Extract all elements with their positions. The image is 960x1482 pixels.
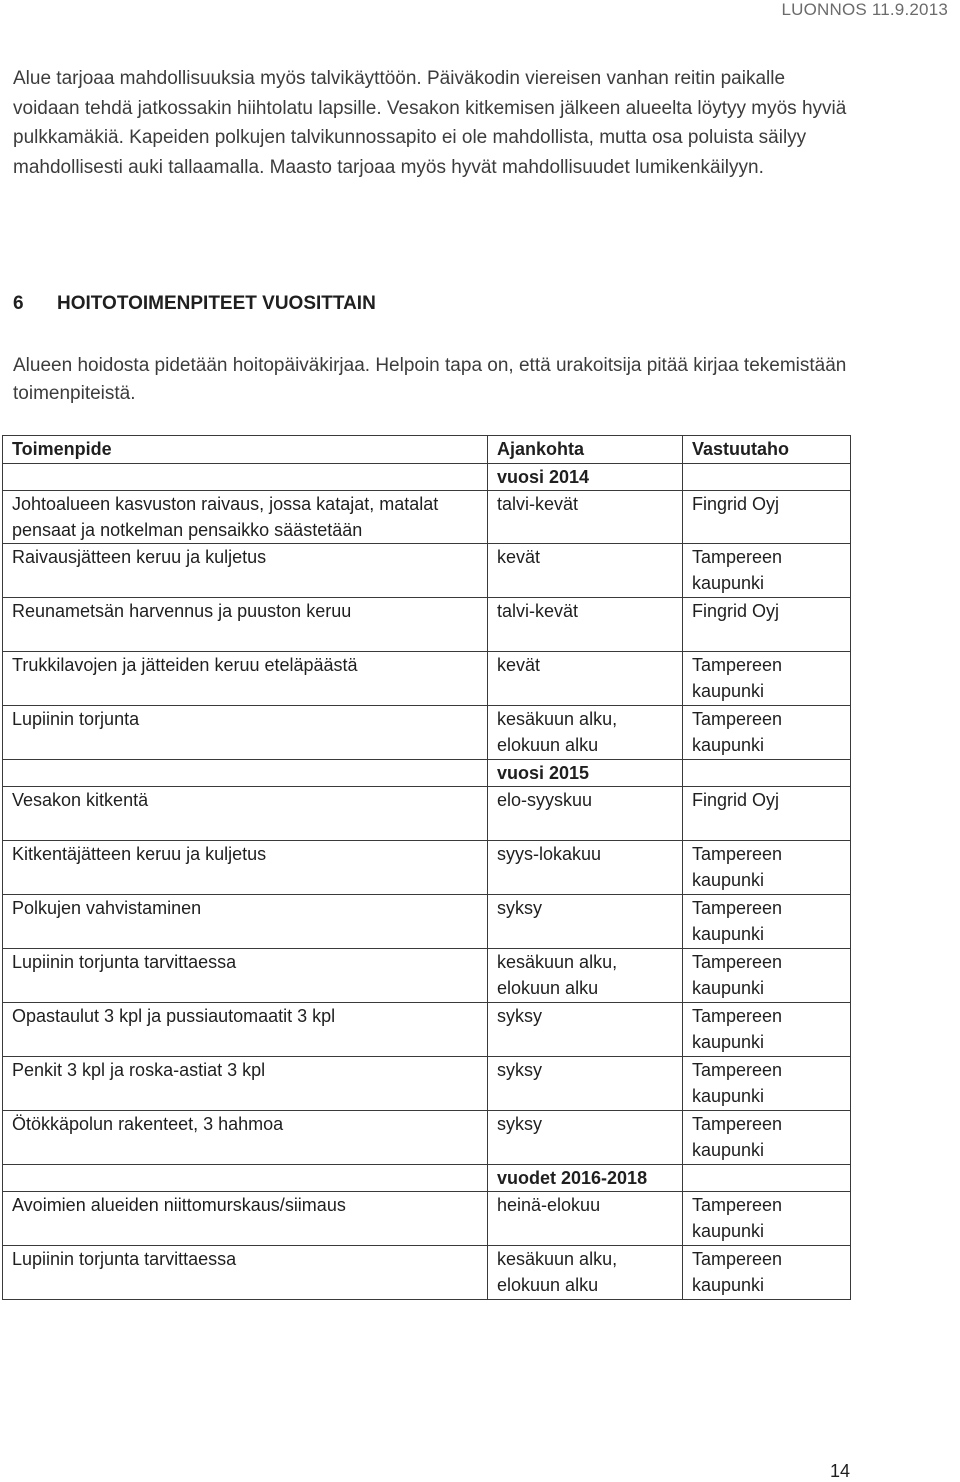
table-row (3, 949, 851, 1003)
cell-timing: talvi-kevät (488, 598, 683, 652)
cell-action: Raivausjätteen keruu ja kuljetus (3, 544, 488, 598)
cell-responsible: Tampereen kaupunki (683, 1003, 851, 1057)
table-row (3, 598, 851, 652)
table-row (3, 1057, 851, 1111)
table-row (3, 1111, 851, 1165)
section-number: 6 (13, 293, 24, 314)
cell-responsible: Tampereen kaupunki (683, 1192, 851, 1246)
cell-action: Lupiinin torjunta (3, 706, 488, 760)
table-row (3, 544, 851, 598)
cell-timing: kevät (488, 652, 683, 706)
maintenance-schedule-table (2, 435, 851, 1300)
intro-paragraph: Alue tarjoaa mahdollisuuksia myös talvikäyttöön. Päiväkodin viereisen vanhan reitin paikalle voidaan tehdä jatkossakin hiihtolatu lapsille. Vesakon kitkemisen jälkeen alueelta löytyy myös hyviä pulkkamäkiä. Kapeiden polkujen talvikunnossapito ei ole mahdollista, mutta osa poluista säilyy mahdollisesti auki tallaamalla. Maasto tarjoaa myös hyvät mahdollisuudet lumikenkäilyyn. (13, 68, 847, 178)
cell-action: Vesakon kitkentä (3, 787, 488, 841)
table-row (3, 1192, 851, 1246)
header-action: Toimenpide (3, 436, 488, 464)
cell-timing: syksy (488, 1111, 683, 1165)
cell-action: Trukkilavojen ja jätteiden keruu eteläpäästä (3, 652, 488, 706)
cell-responsible: Tampereen kaupunki (683, 706, 851, 760)
cell-timing: kesäkuun alku, elokuun alku (488, 706, 683, 760)
year-row-2014 (3, 464, 851, 491)
cell-timing: kesäkuun alku, elokuun alku (488, 949, 683, 1003)
cell-action: Lupiinin torjunta tarvittaessa (3, 1246, 488, 1300)
table-row (3, 706, 851, 760)
cell-timing: kevät (488, 544, 683, 598)
cell-responsible: Tampereen kaupunki (683, 895, 851, 949)
table-row (3, 1003, 851, 1057)
cell-responsible: Tampereen kaupunki (683, 1111, 851, 1165)
cell-timing: syksy (488, 895, 683, 949)
cell-action: Reunametsän harvennus ja puuston keruu (3, 598, 488, 652)
table-row (3, 895, 851, 949)
draft-date-mark: LUONNOS 11.9.2013 (781, 0, 948, 19)
cell-timing: kesäkuun alku, elokuun alku (488, 1246, 683, 1300)
section-title: HOITOTOIMENPITEET VUOSITTAIN (57, 293, 376, 314)
cell-action: Polkujen vahvistaminen (3, 895, 488, 949)
year-label: vuosi 2015 (488, 760, 683, 787)
table-row (3, 491, 851, 544)
cell-action: Lupiinin torjunta tarvittaessa (3, 949, 488, 1003)
cell-action: Opastaulut 3 kpl ja pussiautomaatit 3 kpl (3, 1003, 488, 1057)
table-row (3, 652, 851, 706)
cell-responsible: Tampereen kaupunki (683, 544, 851, 598)
cell-timing: syksy (488, 1003, 683, 1057)
cell-action: Kitkentäjätteen keruu ja kuljetus (3, 841, 488, 895)
cell-responsible: Tampereen kaupunki (683, 1057, 851, 1111)
cell-action: Avoimien alueiden niittomurskaus/siimaus (3, 1192, 488, 1246)
cell-timing: talvi-kevät (488, 491, 683, 544)
cell-timing: syksy (488, 1057, 683, 1111)
header-timing: Ajankohta (488, 436, 683, 464)
table-row (3, 841, 851, 895)
cell-responsible: Tampereen kaupunki (683, 949, 851, 1003)
year-label: vuosi 2014 (488, 464, 683, 491)
cell-responsible: Tampereen kaupunki (683, 1246, 851, 1300)
section-lead-paragraph: Alueen hoidosta pidetään hoitopäiväkirjaa. Helpoin tapa on, että urakoitsija pitää kirjaa tekemistään toimenpiteistä. (13, 355, 847, 404)
cell-action: Johtoalueen kasvuston raivaus, jossa katajat, matalat pensaat ja notkelman pensaikko säästetään (3, 491, 488, 544)
year-row-2015 (3, 760, 851, 787)
table-row (3, 787, 851, 841)
cell-timing: elo-syyskuu (488, 787, 683, 841)
section-heading (13, 292, 376, 316)
cell-responsible: Tampereen kaupunki (683, 652, 851, 706)
cell-timing: heinä-elokuu (488, 1192, 683, 1246)
cell-responsible: Tampereen kaupunki (683, 841, 851, 895)
cell-action: Penkit 3 kpl ja roska-astiat 3 kpl (3, 1057, 488, 1111)
page-number: 14 (829, 1461, 850, 1481)
header-responsible: Vastuutaho (683, 436, 851, 464)
year-row-2016-2018 (3, 1165, 851, 1192)
cell-responsible: Fingrid Oyj (683, 598, 851, 652)
cell-timing: syys-lokakuu (488, 841, 683, 895)
year-label: vuodet 2016-2018 (488, 1165, 683, 1192)
table-header-row (3, 436, 851, 464)
cell-action: Ötökkäpolun rakenteet, 3 hahmoa (3, 1111, 488, 1165)
table-row (3, 1246, 851, 1300)
cell-responsible: Fingrid Oyj (683, 787, 851, 841)
cell-responsible: Fingrid Oyj (683, 491, 851, 544)
